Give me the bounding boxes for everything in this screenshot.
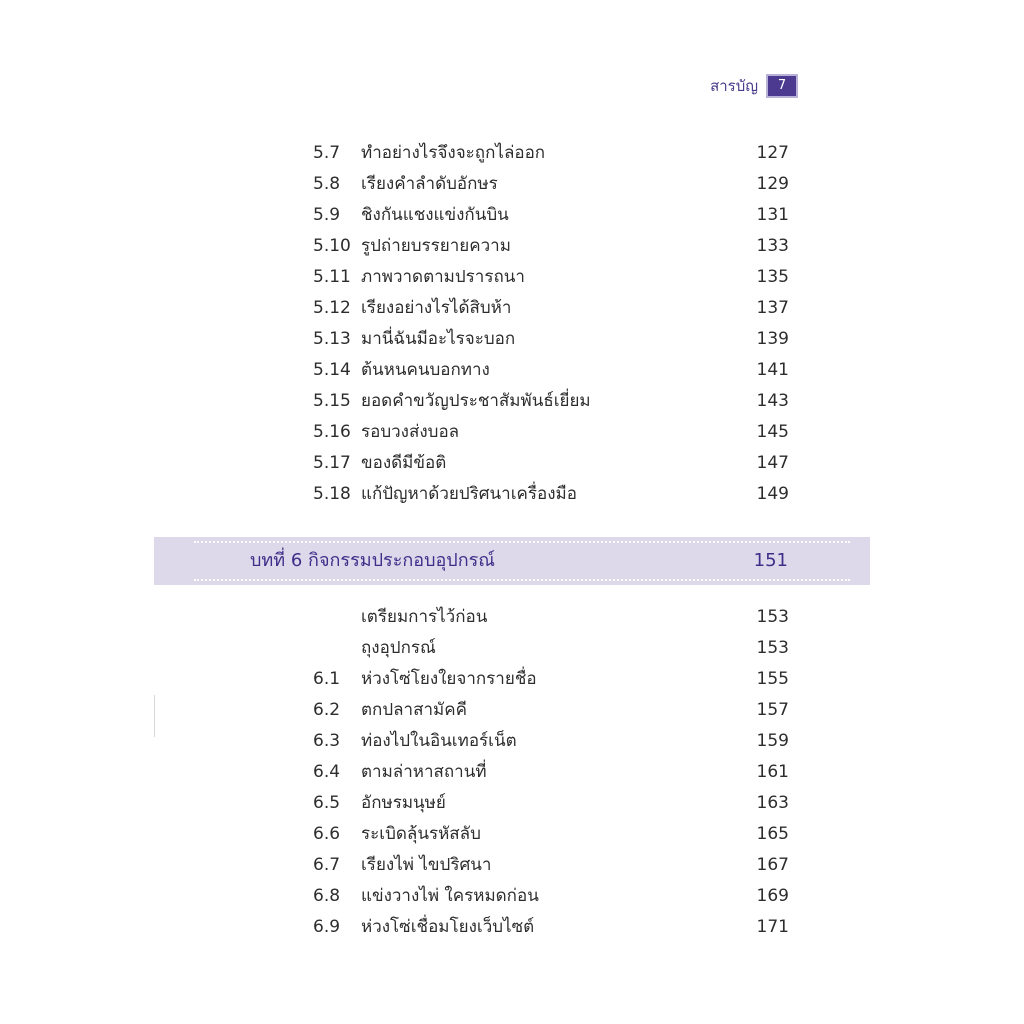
- toc-entry: [313, 601, 789, 632]
- page-number-badge: 7: [766, 74, 798, 98]
- toc-entry: [313, 323, 789, 354]
- entry-page: 169: [756, 885, 789, 906]
- entry-title: ภาพวาดตามปรารถนา: [361, 267, 525, 287]
- entry-number: 5.16: [313, 421, 351, 442]
- entry-title: เรียงอย่างไรได้สิบห้า: [361, 298, 512, 318]
- entry-number: 6.2: [313, 699, 341, 720]
- entry-page: 149: [756, 483, 789, 504]
- entry-title: ของดีมีข้อติ: [361, 453, 447, 473]
- entry-page: 157: [756, 699, 789, 720]
- entry-page: 143: [756, 390, 789, 411]
- entry-title: ห่วงโซ่เชื่อมโยงเว็บไซต์: [361, 917, 535, 937]
- entry-title: ตามล่าหาสถานที่: [361, 762, 487, 782]
- entry-title: ถุงอุปกรณ์: [361, 638, 436, 658]
- toc-entry: [313, 168, 789, 199]
- entry-title: เรียงไพ่ ไขปริศนา: [361, 855, 492, 875]
- toc-entry: [313, 261, 789, 292]
- entry-title: แก้ปัญหาด้วยปริศนาเครื่องมือ: [361, 484, 577, 504]
- entry-number: 5.15: [313, 390, 351, 411]
- toc-entry: [313, 849, 789, 880]
- entry-page: 135: [756, 266, 789, 287]
- entry-page: 167: [756, 854, 789, 875]
- entry-number: 6.5: [313, 792, 341, 813]
- entry-number: 5.12: [313, 297, 351, 318]
- toc-entry: [313, 478, 789, 509]
- entry-page: 129: [756, 173, 789, 194]
- entry-page: 153: [756, 637, 789, 658]
- chapter-title: บทที่ 6 กิจกรรมประกอบอุปกรณ์: [250, 550, 495, 571]
- entry-title: ตกปลาสามัคคี: [361, 700, 467, 720]
- toc-entry: [313, 787, 789, 818]
- entry-title: รูปถ่ายบรรยายความ: [361, 236, 511, 256]
- toc-entry: [313, 199, 789, 230]
- margin-mark: [154, 695, 155, 737]
- entry-title: อักษรมนุษย์: [361, 793, 446, 813]
- entry-number: 5.8: [313, 173, 341, 194]
- chapter-page: 151: [753, 550, 788, 571]
- entry-number: 5.13: [313, 328, 351, 349]
- entry-page: 165: [756, 823, 789, 844]
- entry-number: 5.18: [313, 483, 351, 504]
- entry-title: ทำอย่างไรจึงจะถูกไล่ออก: [361, 143, 546, 163]
- entry-page: 171: [756, 916, 789, 937]
- entry-page: 139: [756, 328, 789, 349]
- entry-number: 6.8: [313, 885, 341, 906]
- entry-title: ท่องไปในอินเทอร์เน็ต: [361, 731, 517, 751]
- entry-page: 133: [756, 235, 789, 256]
- toc-entry: [313, 818, 789, 849]
- entry-title: ต้นหนคนบอกทาง: [361, 360, 490, 380]
- entry-page: 145: [756, 421, 789, 442]
- entry-number: 6.6: [313, 823, 341, 844]
- entry-number: 5.9: [313, 204, 341, 225]
- entry-number: 6.1: [313, 668, 341, 689]
- entry-title: ระเบิดลุ้นรหัสลับ: [361, 824, 481, 844]
- toc-entry: [313, 447, 789, 478]
- entry-page: 127: [756, 142, 789, 163]
- entry-title: เตรียมการไว้ก่อน: [361, 607, 488, 627]
- entry-page: 159: [756, 730, 789, 751]
- entry-number: 6.3: [313, 730, 341, 751]
- entry-page: 161: [756, 761, 789, 782]
- entry-title: ชิงกันแชงแข่งกันบิน: [361, 205, 509, 225]
- entry-title: เรียงคำลำดับอักษร: [361, 174, 498, 194]
- toc-entry: [313, 416, 789, 447]
- entry-number: 6.4: [313, 761, 341, 782]
- entry-title: มานี่ฉันมีอะไรจะบอก: [361, 329, 516, 349]
- entry-page: 163: [756, 792, 789, 813]
- toc-entry: [313, 385, 789, 416]
- entry-page: 147: [756, 452, 789, 473]
- toc-entry: [313, 694, 789, 725]
- toc-entry: [313, 725, 789, 756]
- toc-entry: [313, 292, 789, 323]
- toc-entry: [313, 911, 789, 942]
- toc-entry: [313, 137, 789, 168]
- entry-number: 5.7: [313, 142, 341, 163]
- entry-page: 131: [756, 204, 789, 225]
- entry-number: 5.11: [313, 266, 351, 287]
- header-title: สารบัญ: [710, 77, 758, 95]
- entry-page: 141: [756, 359, 789, 380]
- running-header: [710, 74, 798, 98]
- toc-entry: [313, 880, 789, 911]
- entry-title: แข่งวางไพ่ ใครหมดก่อน: [361, 886, 539, 906]
- toc-entry: [313, 632, 789, 663]
- entry-title: ยอดคำขวัญประชาสัมพันธ์เยี่ยม: [361, 391, 591, 411]
- entry-page: 153: [756, 606, 789, 627]
- toc-entry: [313, 354, 789, 385]
- toc-entry: [313, 663, 789, 694]
- entry-page: 155: [756, 668, 789, 689]
- entry-title: รอบวงส่งบอล: [361, 422, 460, 442]
- toc-entry: [313, 230, 789, 261]
- entry-number: 5.14: [313, 359, 351, 380]
- toc-entry: [313, 756, 789, 787]
- entry-title: ห่วงโซ่โยงใยจากรายชื่อ: [361, 669, 537, 689]
- entry-number: 5.10: [313, 235, 351, 256]
- entry-page: 137: [756, 297, 789, 318]
- entry-number: 6.9: [313, 916, 341, 937]
- dotted-rule-bottom: [194, 579, 850, 581]
- entry-number: 6.7: [313, 854, 341, 875]
- entry-number: 5.17: [313, 452, 351, 473]
- chapter-6-heading: [154, 537, 870, 585]
